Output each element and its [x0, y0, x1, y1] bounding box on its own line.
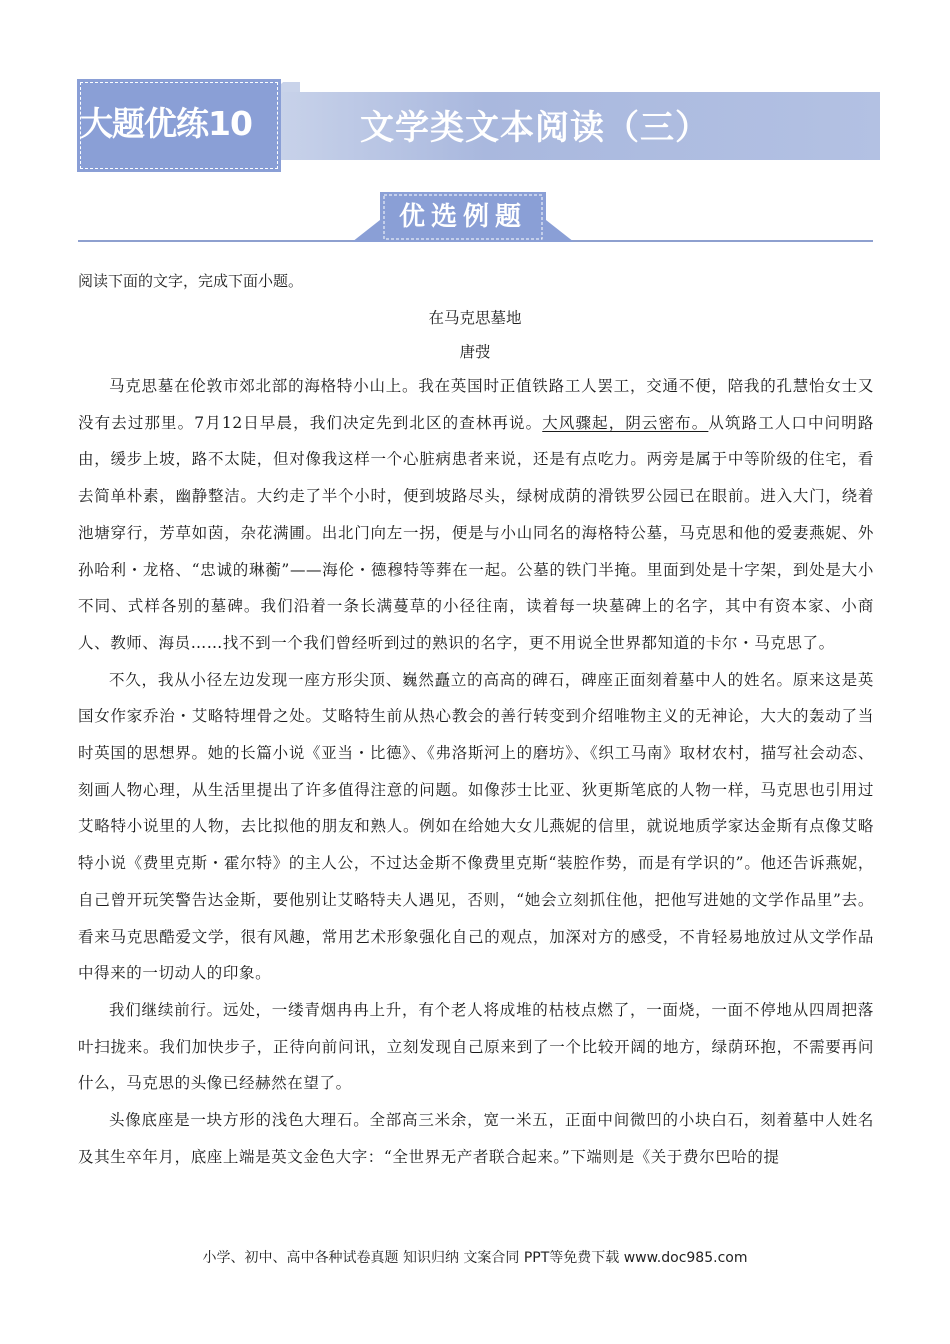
- article-title: 在马克思墓地: [428, 309, 522, 327]
- underlined-sentence: 大风骤起，阴云密布。: [542, 413, 709, 432]
- section-badge: [352, 192, 574, 242]
- section-badge-label: 优选例题: [398, 202, 527, 232]
- paragraph-1: [78, 368, 874, 662]
- paragraph-3: 我们继续前行。远处，一缕青烟冉冉上升，有个老人将成堆的枯枝点燃了，一面烧，一面不停地从四周把落叶扫拢来。我们加快步子，正待向前问讯，立刻发现自己原来到了一个比较开阔的地方，绿荫环抱，不需要再问什么，马克思的头像已经赫然在望了。: [78, 1000, 874, 1093]
- paragraph-2: 不久，我从小径左边发现一座方形尖顶、巍然矗立的高高的碑石，碑座正面刻着墓中人的姓名。原来这是英国女作家乔治・艾略特埋骨之处。艾略特生前从热心教会的善行转变到介绍唯物主义的无神论，大大的轰动了当时英国的思想界。她的长篇小说《亚当・比德》、《弗洛斯河上的磨坊》、《织工马南》取材农村，描写社会动态、刻画人物心理，从生活里提出了许多值得注意的问题。如像莎士比亚、狄更斯笔底的人物一样，马克思也引用过艾略特小说里的人物，去比拟他的朋友和熟人。例如在给她大女儿燕妮的信里，就说地质学家达金斯有点像艾略特小说《费里克斯・霍尔特》的主人公，不过达金斯不像费里克斯“装腔作势，而是有学识的”。他还告诉燕妮，自己曾开玩笑警告达金斯，要他别让艾略特夫人遇见，否则，“她会立刻抓住他，把他写进她的文学作品里”去。看来马克思酷爱文学，很有风趣，常用艺术形象强化自己的观点，加深对方的感受，不肯轻易地放过从文学作品中得来的一切动人的印象。: [78, 670, 874, 983]
- paragraph-4: 头像底座是一块方形的浅色大理石。全部高三米余，宽一米五，正面中间微凹的小块白石，刻着墓中人姓名及其生卒年月，底座上端是英文金色大字：“全世界无产者联合起来。”下端则是《关于费尔巴哈的提: [78, 1111, 874, 1166]
- paragraph-1-text-a: 马克思墓在伦敦市郊北部的海格特小山上。我在英国时正值铁路工人罢工，交通不便，陪我的孔慧怡女士又没有去过那里。7月12日早晨，我们决定先到北区的查林再说。: [78, 377, 874, 432]
- banner-label: 大题优练10: [80, 104, 252, 143]
- page-footer: 小学、初中、高中各种试卷真题 知识归纳 文案合同 PPT等免费下载 www.doc985.com: [202, 1250, 748, 1266]
- paragraph-1-text-b: 从筑路工人口中问明路由，缓步上坡，路不太陡，但对像我这样一个心脏病患者来说，还是有点吃力。两旁是属于中等阶级的住宅，看去简单朴素，幽静整洁。大约走了半个小时，便到坡路尽头，绿树成荫的滑铁罗公园已在眼前。进入大门，绕着池塘穿行，芳草如茵，杂花满圃。出北门向左一拐，便是与小山同名的海格特公墓，马克思和他的爱妻燕妮、外孙哈利・龙格、“忠诚的琳蘅”——海伦・德穆特等葬在一起。公墓的铁门半掩。里面到处是十字架，到处是大小不同、式样各别的墓碑。我们沿着一条长满蔓草的小径往南，读着每一块墓碑上的名字，其中有资本家、小商人、教师、海员……找不到一个我们曾经听到过的熟识的名字，更不用说全世界都知道的卡尔・马克思了。: [78, 413, 874, 652]
- article-author: 唐弢: [459, 343, 491, 361]
- page-title: 文学类文本阅读（三）: [360, 108, 710, 148]
- article-body: [78, 368, 874, 1175]
- instructions: 阅读下面的文字，完成下面小题。: [78, 272, 304, 290]
